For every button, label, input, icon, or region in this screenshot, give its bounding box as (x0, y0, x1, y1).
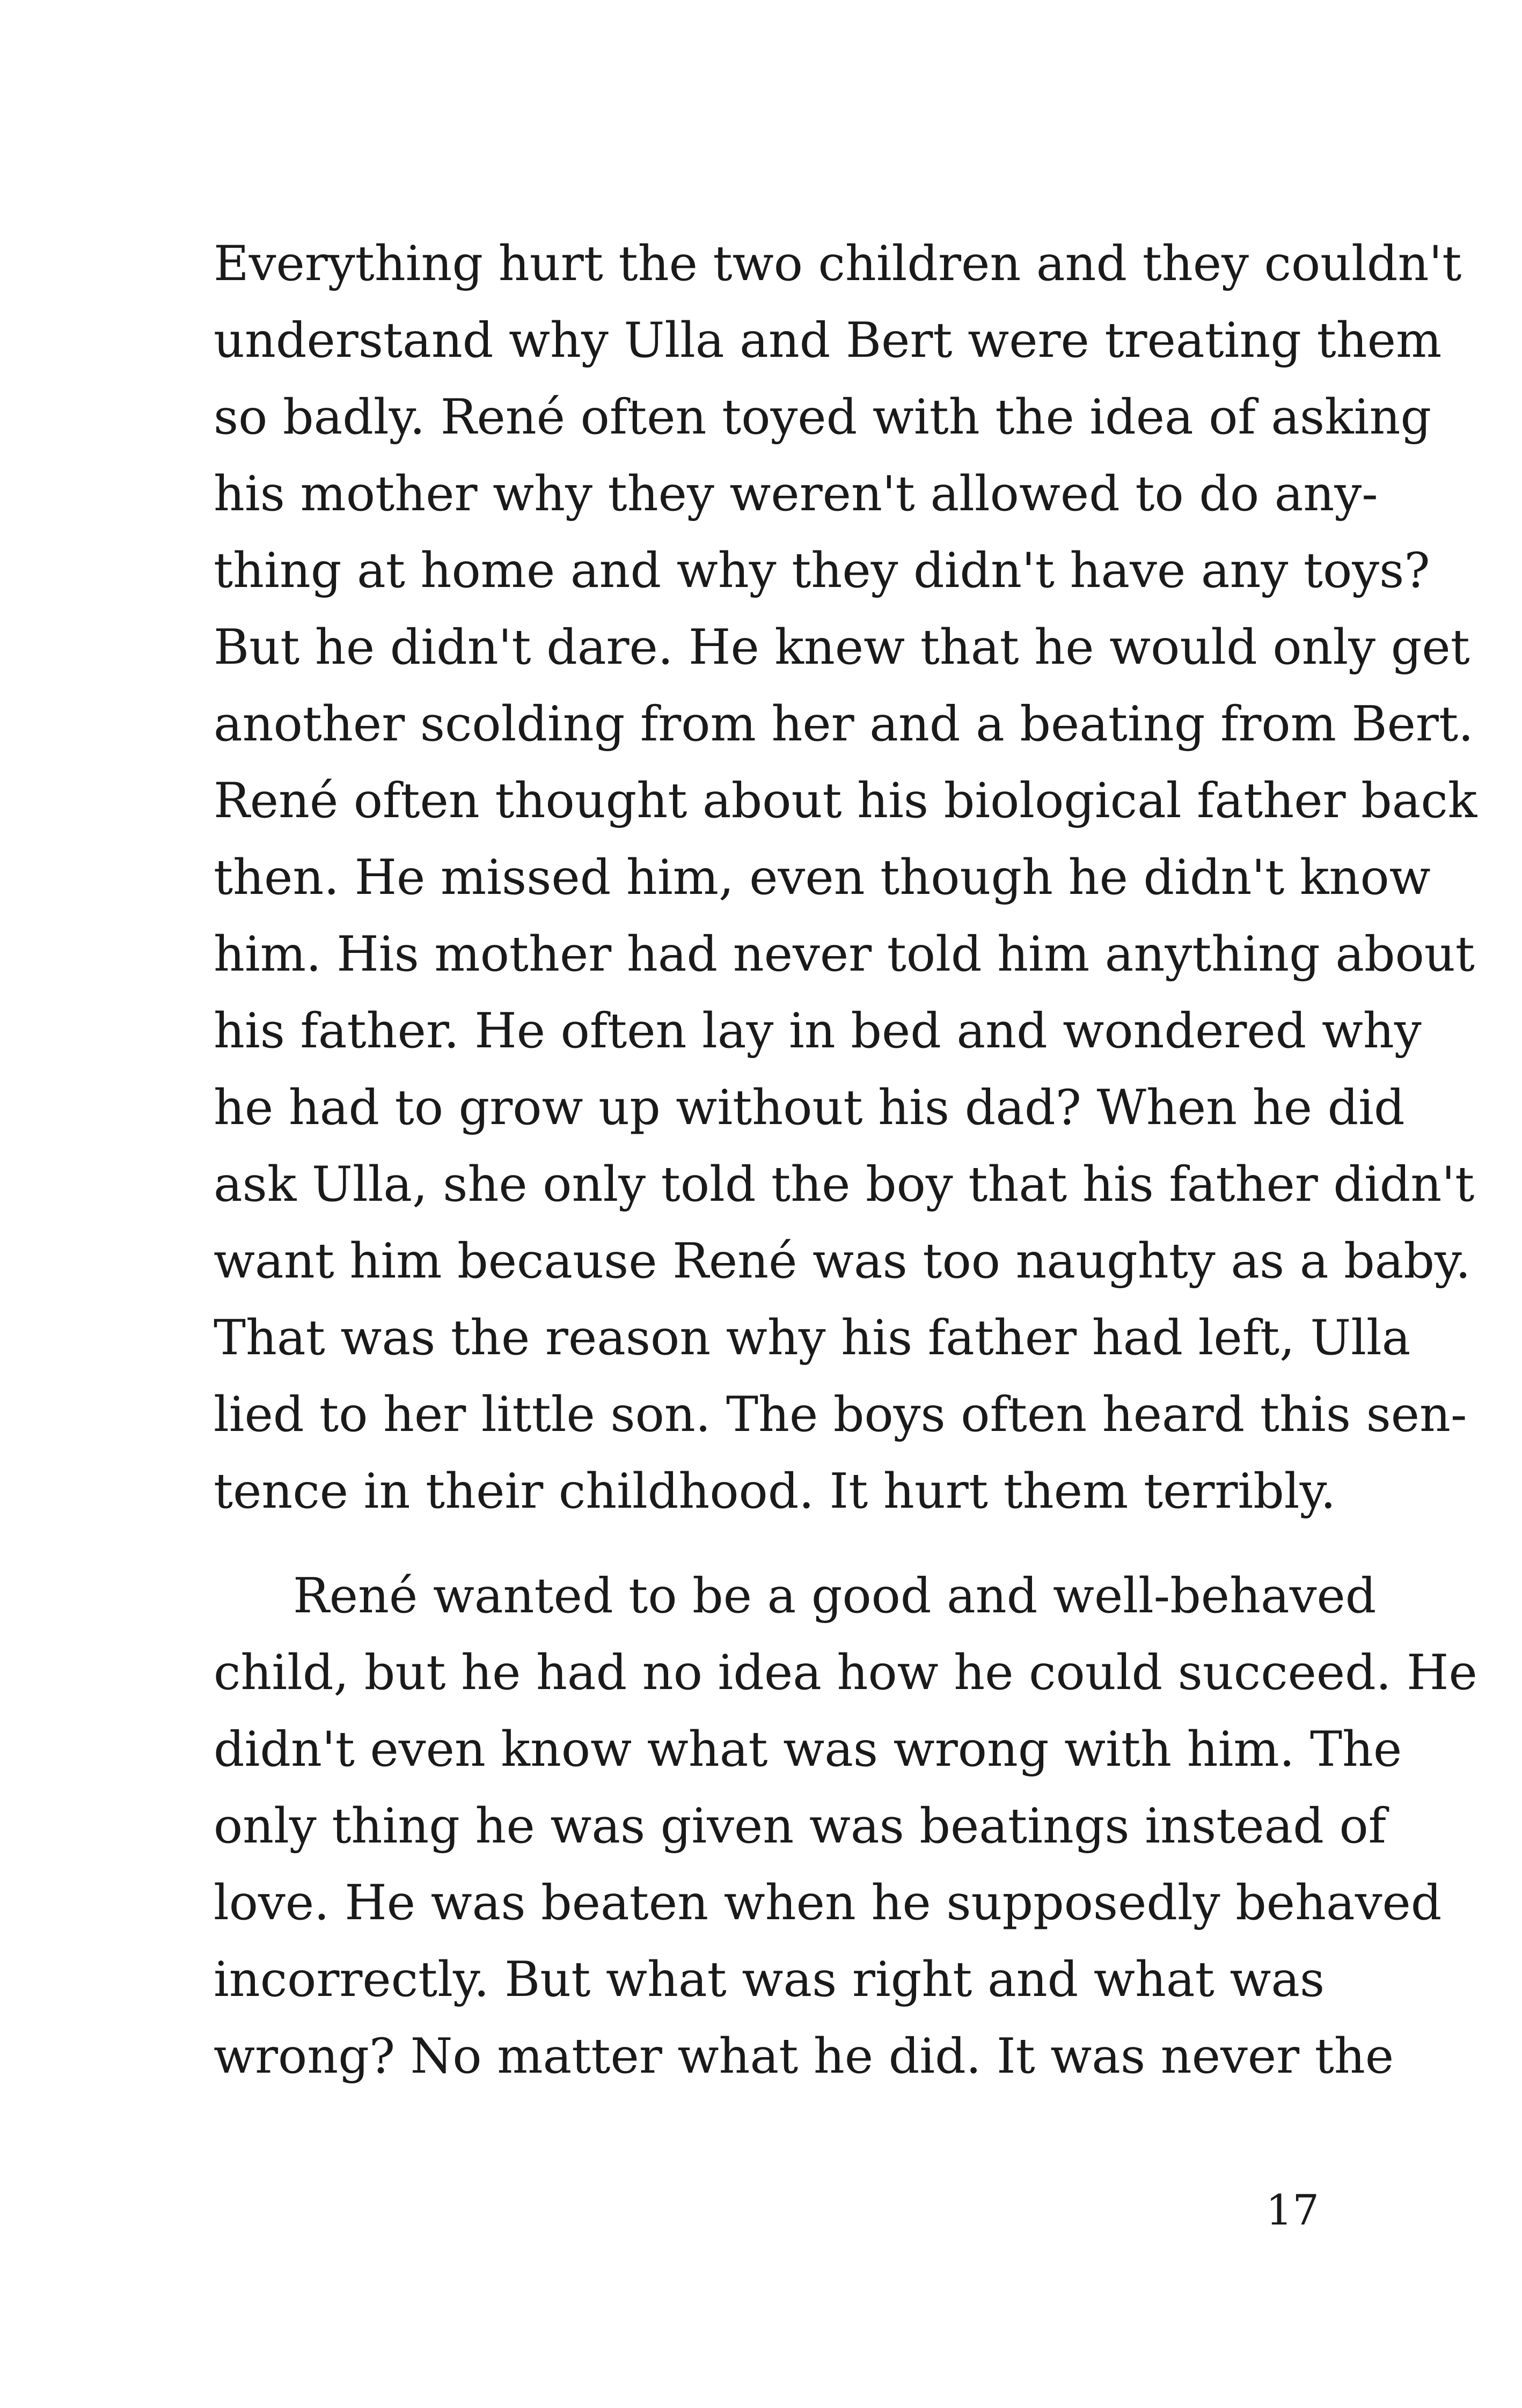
text-line: love. He was beaten when he supposedly behaved (214, 1875, 1442, 1931)
text-line: didn't even know what was wrong with him. The (214, 1721, 1402, 1778)
text-line: ask Ulla, she only told the boy that his father didn't (214, 1156, 1475, 1213)
text-line: his mother why they weren't allowed to do any- (214, 466, 1378, 522)
text-line: Everything hurt the two children and they couldn't (214, 236, 1462, 292)
text-line: lied to her little son. The boys often heard this sen- (214, 1386, 1467, 1443)
text-line: tence in their childhood. It hurt them terribly. (214, 1463, 1336, 1519)
text-line: child, but he had no idea how he could succeed. He (214, 1645, 1477, 1701)
text-line: then. He missed him, even though he didn't know (214, 849, 1431, 906)
text-line: René often thought about his biological father back (214, 773, 1477, 829)
text-line: his father. He often lay in bed and wondered why (214, 1003, 1422, 1059)
text-line: wrong? No matter what he did. It was never the (214, 2028, 1394, 2084)
paragraph-2 (214, 1558, 1477, 2095)
text-line: That was the reason why his father had left, Ulla (214, 1310, 1411, 1366)
page-number: 17 (1265, 2186, 1319, 2235)
text-line: he had to grow up without his dad? When he did (214, 1080, 1405, 1136)
text-line: another scolding from her and a beating from Bert. (214, 696, 1474, 752)
text-line: But he didn't dare. He knew that he would only get (214, 619, 1470, 676)
text-line: want him because René was too naughty as a baby. (214, 1233, 1471, 1289)
text-line: him. His mother had never told him anything about (214, 926, 1475, 982)
text-line: thing at home and why they didn't have any toys? (214, 542, 1430, 599)
text-line: incorrectly. But what was right and what was (214, 1951, 1325, 2008)
text-line: René wanted to be a good and well-behaved (293, 1568, 1377, 1624)
paragraph-1 (214, 225, 1477, 1530)
page-body (214, 225, 1477, 2095)
text-line: understand why Ulla and Bert were treating them (214, 312, 1442, 369)
text-line: so badly. René often toyed with the idea of asking (214, 389, 1432, 445)
text-line: only thing he was given was beatings instead of (214, 1798, 1386, 1854)
